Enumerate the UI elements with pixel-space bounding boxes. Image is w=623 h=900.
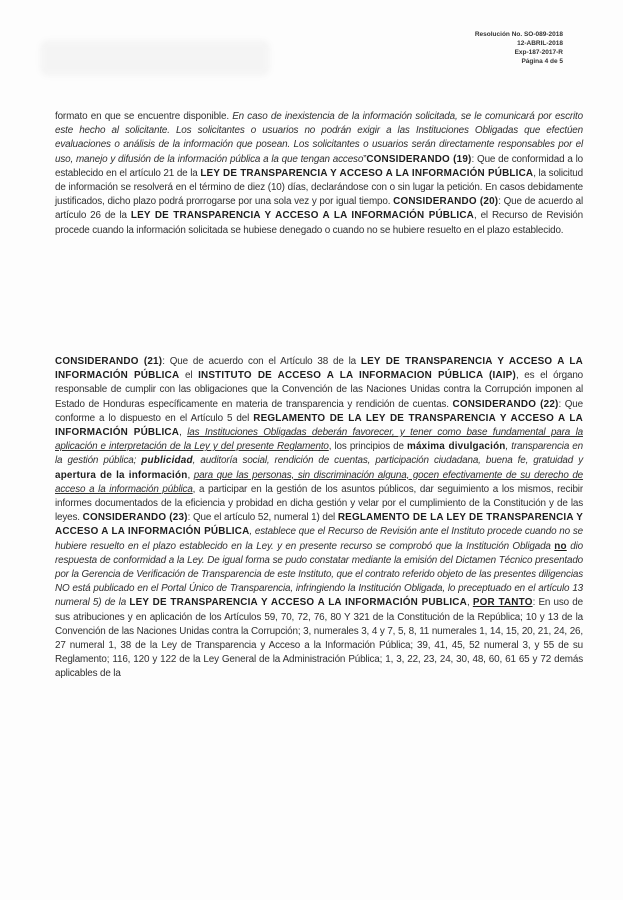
underlined-quote: las Instituciones Obligadas deberán favorecer, y tener como base fundamental para la aplicación e interpretación de la Ley y del presente Reglamento [55, 426, 583, 453]
text-segment: : Que el artículo 52, numeral 1) del [187, 512, 338, 524]
resolution-header [475, 30, 563, 66]
quoted-text: En caso de inexistencia de la información solicitada, se le comunicará por escrito este hecho al solicitante. Los solicitantes o usuarios no podrán exigir a las Instituciones Obligadas que efectúen evaluaciones o análisis de la información que posean. Los solicitantes o usuarios serán directamente responsables por el uso, manejo y difusión de la información pública a la que tengan acceso [55, 110, 583, 165]
page-number: Página 4 de 5 [521, 58, 563, 65]
faded-letterhead-mark [40, 40, 270, 76]
expediente-number: Exp-187-2017-R [514, 49, 563, 56]
paragraph-considerandos-19-20 [55, 110, 583, 238]
considerando-21-heading: CONSIDERANDO (21) [55, 355, 163, 367]
bold-term: apertura de la información [55, 469, 188, 481]
institute-name: INSTITUTO DE ACCESO A LA INFORMACION PÚBLICA (IAIP) [198, 370, 516, 382]
bold-term: publicidad [141, 455, 193, 467]
emphasized-no: no [554, 540, 567, 552]
text-segment: , [466, 597, 473, 609]
law-title: LEY DE TRANSPARENCIA Y ACCESO A LA INFORMACIÓN PÚBLICA [200, 167, 534, 179]
text-segment: : Que conforme a lo dispuesto en el Artículo 5 del [55, 398, 583, 424]
resolution-number: Resolución No. SO-089-2018 [474, 31, 563, 38]
text-segment: , los principios de [328, 441, 407, 453]
law-title: LEY DE TRANSPARENCIA Y ACCESO A LA INFORMACIÓN PUBLICA [129, 597, 467, 609]
regulation-title: REGLAMENTO DE LA LEY DE TRANSPARENCIA Y ACCESO A LA INFORMACIÓN PÚBLICA [55, 512, 583, 538]
text-segment: : Que de acuerdo al artículo 26 de la [55, 196, 584, 222]
text-segment: : En uso de sus atribuciones y en aplicación de los Artículos 59, 70, 72, 76, 80 Y 321 de la Constitución de la República; 10 y 13 de la Convención de las Naciones Unidas contra la Corrupción; 3, numerales 3, 4 y 7, 5, 8, 11 numerales 1, 14, 15, 20, 21, 24, 26, 27 numeral 1, 38 de la Ley de Transparencia y Acceso a la Información Pública; 39, 41, 45, 52 numeral 3, y 55 de su Reglamento; 116, 120 y 122 de la Ley General de la Administración Pública; 1, 3, 22, 23, 24, 30, 48, 60, 61 65 y 72 demás aplicables de la [55, 597, 583, 680]
text-segment: formato en que se encuentre disponible. [55, 110, 233, 122]
considerando-20-heading: CONSIDERANDO (20) [393, 196, 499, 208]
text-segment: , [179, 426, 188, 438]
text-segment: , la solicitud de información se resolverá en el término de diez (10) días, declarándose con o sin lugar la petición. En casos debidamente justificados, dicho plazo podrá prorrogarse por una sola vez y por igual tiempo. [55, 167, 583, 208]
text-segment: , establece que el Recurso de Revisión ante el Instituto procede cuando no se hubiere resuelto en el plazo establecido en la Ley. y en presente recurso se comprobó que la Institución Obligada [55, 526, 583, 552]
bold-term: máxima divulgación [407, 441, 506, 453]
text-segment: , es el órgano responsable de cumplir con las obligaciones que la Convención de las Naciones Unidas contra la Corrupción imponen al Estado de Honduras específicamente en materia de transparencia y rendición de cuentas. [55, 370, 583, 410]
paragraph-considerandos-21-23 [55, 355, 583, 682]
text-segment: : Que de conformidad a lo establecido en el artículo 21 de la [55, 153, 583, 179]
text-segment: dio respuesta de conformidad a la Ley. De igual forma se pudo constatar mediante la emisión del Dictamen Técnico presentado por la Gerencia de Verificación de Transparencia de este Instituto, que el contrato referido objeto de las presentes diligencias NO está publicado en el Portal Único de Transparencia, infringiendo la Institución Obligada, lo preceptuado en el artículo 13 numeral 5) de la [55, 540, 583, 609]
text-segment: , a participar en la gestión de los asuntos públicos, dar seguimiento a los mismos, recibir informes documentados de la eficiencia y probidad en dicha gestión y velar por el cumplimiento de la Constitución y de las leyes. [55, 483, 583, 524]
text-segment: : Que de acuerdo con el Artículo 38 de la [162, 355, 361, 367]
considerando-23-heading: CONSIDERANDO (23) [82, 512, 188, 524]
underlined-quote: para que las personas, sin discriminación alguna, gocen efectivamente de su derecho de acceso a la información pública [55, 469, 584, 495]
por-tanto-heading: POR TANTO [472, 597, 533, 609]
regulation-title: REGLAMENTO DE LA LEY DE TRANSPARENCIA Y ACCESO A LA INFORMACIÓN PÚBLICA [55, 412, 583, 438]
resolution-date: 12-ABRIL-2018 [517, 40, 563, 47]
considerando-19-heading: CONSIDERANDO (19) [366, 153, 472, 165]
text-segment: , [187, 469, 194, 481]
text-segment: , auditoría social, rendición de cuentas, participación ciudadana, buena fe, gratuidad y [192, 455, 583, 467]
text-segment: el [179, 370, 199, 382]
text-segment: , el Recurso de Revisión procede cuando la información solicitada se hubiese denegado o cuando no se hubiere resuelto en el plazo establecido. [55, 210, 583, 236]
law-title: LEY DE TRANSPARENCIA Y ACCESO A LA INFORMACIÓN PÚBLICA [130, 210, 474, 222]
considerando-22-heading: CONSIDERANDO (22) [452, 398, 559, 410]
text-segment: ” [363, 153, 367, 165]
law-title: LEY DE TRANSPARENCIA Y ACCESO A LA INFORMACIÓN PÚBLICA [55, 355, 583, 382]
text-segment: , transparencia en la gestión pública; [55, 441, 583, 467]
